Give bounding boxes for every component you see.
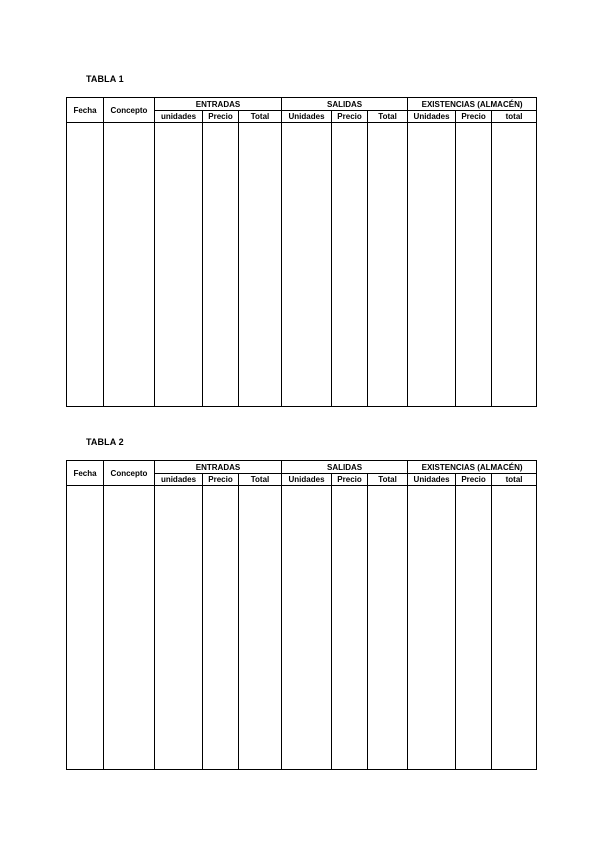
cell-fecha (67, 486, 104, 770)
cell-entradas-total (239, 486, 282, 770)
header-salidas: SALIDAS (282, 461, 408, 474)
cell-entradas-precio (203, 486, 239, 770)
header-concepto: Concepto (104, 98, 155, 123)
header-entradas: ENTRADAS (155, 461, 282, 474)
subheader-entradas-unidades: unidades (155, 474, 203, 486)
subheader-salidas-total: Total (368, 111, 408, 123)
subheader-existencias-total: total (492, 474, 537, 486)
subheader-salidas-unidades: Unidades (282, 111, 332, 123)
subheader-salidas-unidades: Unidades (282, 474, 332, 486)
header-existencias: EXISTENCIAS (ALMACÉN) (408, 98, 537, 111)
subheader-salidas-precio: Precio (332, 111, 368, 123)
subheader-existencias-total: total (492, 111, 537, 123)
cell-existencias-unidades (408, 123, 456, 407)
cell-existencias-total (492, 123, 537, 407)
header-entradas: ENTRADAS (155, 98, 282, 111)
cell-salidas-unidades (282, 123, 332, 407)
subheader-existencias-unidades: Unidades (408, 474, 456, 486)
table-1-title: TABLA 1 (86, 74, 124, 84)
subheader-entradas-precio: Precio (203, 474, 239, 486)
subheader-salidas-precio: Precio (332, 474, 368, 486)
subheader-entradas-precio: Precio (203, 111, 239, 123)
subheader-entradas-total: Total (239, 474, 282, 486)
subheader-existencias-precio: Precio (456, 474, 492, 486)
cell-existencias-precio (456, 486, 492, 770)
header-fecha: Fecha (67, 98, 104, 123)
subheader-entradas-unidades: unidades (155, 111, 203, 123)
cell-entradas-precio (203, 123, 239, 407)
cell-existencias-total (492, 486, 537, 770)
cell-salidas-total (368, 123, 408, 407)
ledger-table-2 (66, 460, 537, 770)
cell-entradas-unidades (155, 486, 203, 770)
subheader-existencias-unidades: Unidades (408, 111, 456, 123)
cell-fecha (67, 123, 104, 407)
header-salidas: SALIDAS (282, 98, 408, 111)
subheader-entradas-total: Total (239, 111, 282, 123)
cell-entradas-total (239, 123, 282, 407)
cell-existencias-unidades (408, 486, 456, 770)
ledger-table-1 (66, 97, 537, 407)
cell-concepto (104, 123, 155, 407)
cell-salidas-total (368, 486, 408, 770)
header-concepto: Concepto (104, 461, 155, 486)
table-2-title: TABLA 2 (86, 437, 124, 447)
header-fecha: Fecha (67, 461, 104, 486)
header-existencias: EXISTENCIAS (ALMACÉN) (408, 461, 537, 474)
subheader-existencias-precio: Precio (456, 111, 492, 123)
cell-salidas-precio (332, 123, 368, 407)
cell-salidas-precio (332, 486, 368, 770)
cell-entradas-unidades (155, 123, 203, 407)
cell-concepto (104, 486, 155, 770)
subheader-salidas-total: Total (368, 474, 408, 486)
cell-salidas-unidades (282, 486, 332, 770)
cell-existencias-precio (456, 123, 492, 407)
